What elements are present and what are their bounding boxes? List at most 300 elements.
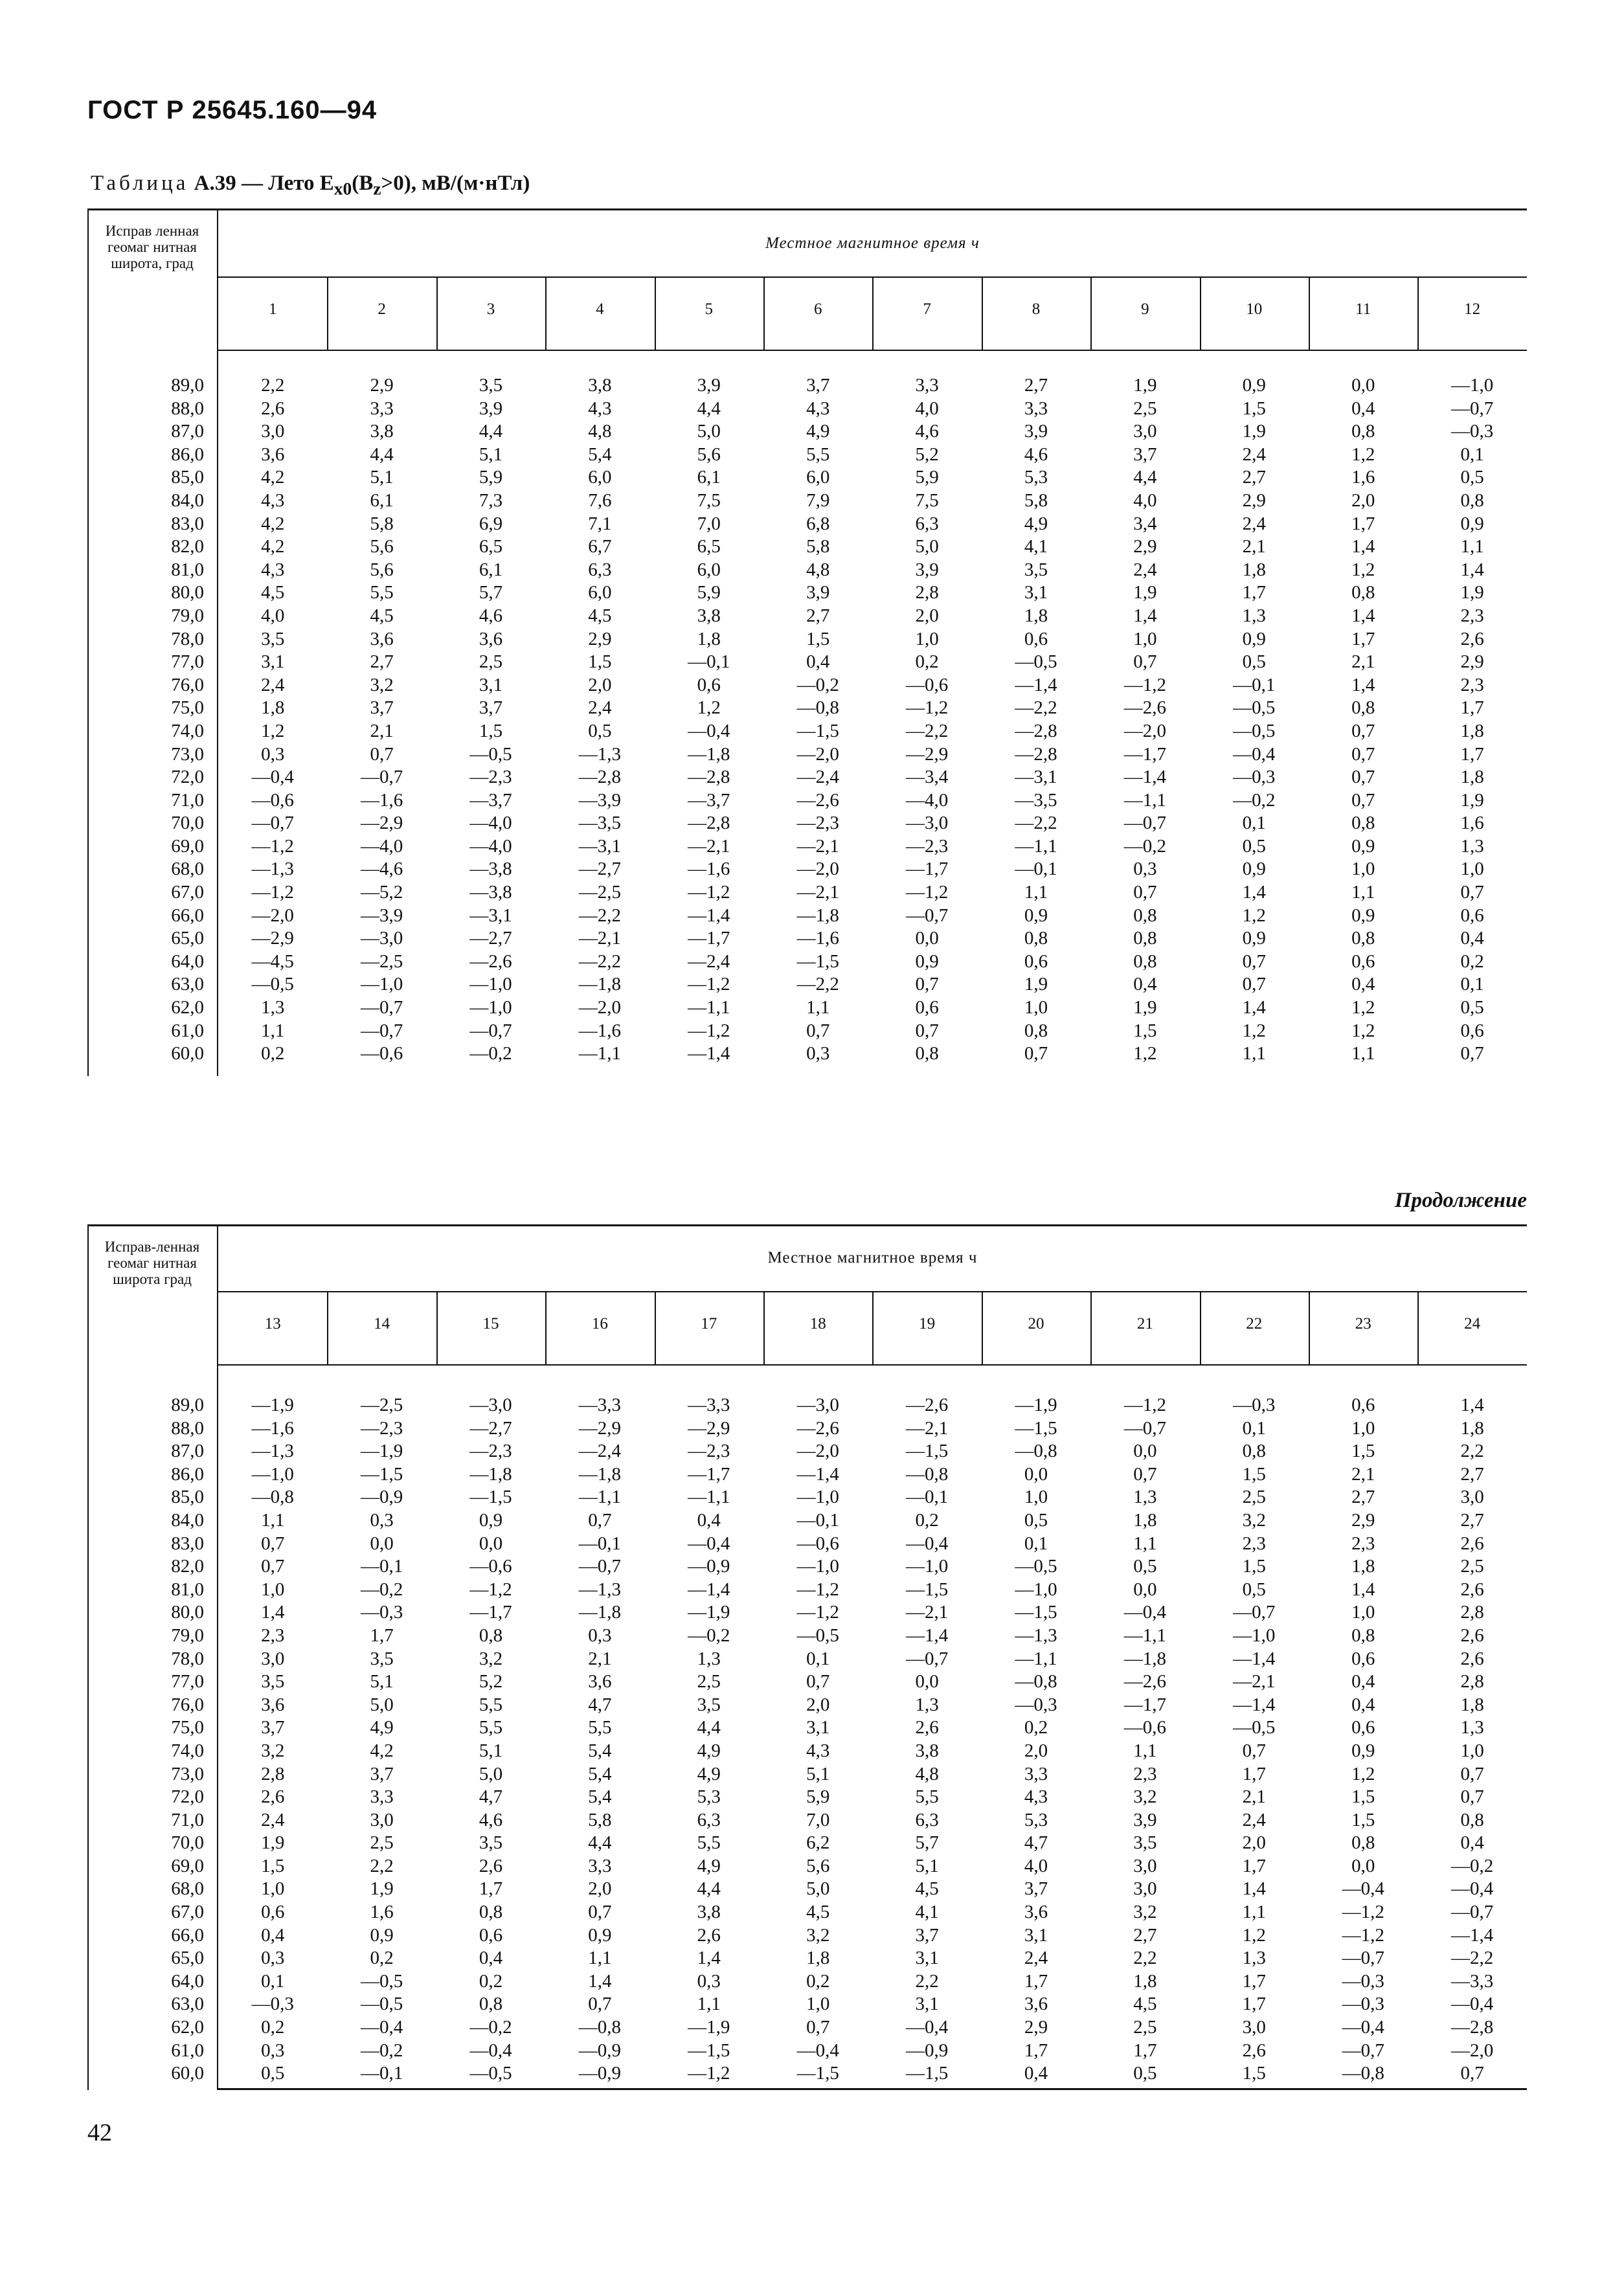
hour-column-19: [879, 1394, 976, 2086]
value-cell: 1,9: [1242, 421, 1266, 442]
hour-column-21: [1096, 1394, 1193, 2086]
value-cell: 4,2: [261, 513, 285, 534]
value-cell: 3,9: [1133, 1809, 1157, 1830]
value-cell: —2,2: [1450, 1948, 1494, 1969]
latitude-cell: 63,0: [171, 1994, 204, 2015]
value-cell: —3,0: [469, 1395, 512, 1415]
hour-column-5: [660, 374, 758, 1066]
value-cell: 6,3: [697, 1809, 721, 1830]
hour-header-22: 22: [1246, 1315, 1263, 1333]
value-cell: —2,8: [1015, 743, 1057, 765]
hour-column-6: [769, 374, 866, 1066]
caption-mid: (B: [352, 172, 374, 195]
value-cell: —1,9: [1015, 1395, 1057, 1415]
value-cell: 1,2: [697, 697, 721, 719]
value-cell: —2,8: [688, 813, 730, 834]
value-cell: 0,5: [1133, 1556, 1157, 1577]
value-cell: 1,5: [1351, 1786, 1375, 1808]
value-cell: —1,5: [688, 2040, 730, 2061]
value-cell: 4,7: [1024, 1832, 1048, 1854]
value-cell: 4,3: [806, 1740, 830, 1761]
value-cell: —0,2: [1123, 835, 1167, 857]
value-cell: 3,8: [697, 605, 721, 626]
hour-column-8: [987, 374, 1085, 1066]
value-cell: 0,7: [1351, 720, 1375, 741]
value-cell: —1,6: [688, 859, 730, 880]
hour-header-8: 8: [1032, 300, 1041, 318]
stub-header: Исправ ленная геомаг нитная широта, град: [105, 223, 199, 271]
value-cell: —2,1: [1233, 1671, 1276, 1693]
value-cell: 1,0: [1460, 1740, 1484, 1761]
latitude-cell: 74,0: [171, 720, 204, 741]
value-cell: 0,7: [1133, 651, 1157, 673]
value-cell: 0,8: [1351, 813, 1375, 834]
value-cell: —2,5: [360, 950, 403, 972]
value-cell: —3,0: [796, 1395, 839, 1415]
value-cell: —1,0: [1015, 1579, 1057, 1600]
value-cell: —1,6: [578, 1020, 622, 1041]
value-cell: 0,7: [1351, 743, 1375, 765]
value-cell: 4,9: [370, 1717, 394, 1738]
value-cell: —0,7: [1123, 813, 1167, 834]
value-cell: 5,4: [588, 1740, 612, 1761]
value-cell: —1,0: [251, 1463, 294, 1485]
latitude-cell: 89,0: [171, 375, 204, 396]
value-cell: —0,8: [796, 697, 839, 719]
value-cell: 2,6: [261, 1786, 285, 1808]
value-cell: 2,2: [261, 375, 285, 396]
value-cell: —3,9: [578, 789, 622, 811]
value-cell: —0,4: [360, 2017, 403, 2038]
latitude-cell: 77,0: [171, 651, 204, 673]
value-cell: —0,8: [1342, 2063, 1384, 2084]
value-cell: —1,0: [469, 974, 512, 995]
value-cell: 6,8: [806, 513, 830, 534]
value-cell: 2,1: [588, 1648, 612, 1669]
value-cell: 0,8: [1351, 928, 1375, 949]
value-cell: 0,7: [588, 1509, 612, 1531]
value-cell: 0,7: [1460, 2063, 1484, 2084]
value-cell: —0,7: [1342, 1948, 1384, 1969]
value-cell: 1,3: [1242, 605, 1266, 626]
value-cell: —0,4: [1450, 1878, 1494, 1900]
value-cell: —0,8: [1015, 1441, 1057, 1462]
value-cell: —1,2: [469, 1579, 512, 1600]
latitude-cell: 71,0: [171, 1809, 204, 1830]
value-cell: 1,0: [1024, 997, 1048, 1018]
value-cell: 0,9: [370, 1924, 394, 1946]
value-cell: —2,9: [905, 743, 949, 765]
value-cell: 5,8: [588, 1809, 612, 1830]
value-cell: 0,7: [1351, 789, 1375, 811]
value-cell: 4,0: [915, 398, 939, 419]
value-cell: 7,6: [588, 489, 612, 511]
value-cell: 3,7: [1024, 1878, 1048, 1900]
value-cell: —0,1: [905, 1487, 949, 1508]
value-cell: —0,6: [905, 674, 949, 695]
hour-column-13: [224, 1394, 321, 2086]
value-cell: 1,1: [261, 1509, 285, 1531]
value-cell: 6,0: [697, 559, 721, 580]
value-cell: 2,2: [1460, 1441, 1484, 1462]
latitude-cell: 76,0: [171, 674, 204, 695]
value-cell: 0,4: [1351, 1694, 1375, 1715]
value-cell: 4,4: [697, 1717, 721, 1738]
hour-header-7: 7: [923, 300, 931, 318]
value-cell: 5,9: [806, 1786, 830, 1808]
value-cell: —0,5: [796, 1625, 839, 1646]
value-cell: —1,9: [360, 1441, 403, 1462]
value-cell: 4,3: [261, 489, 285, 511]
value-cell: —1,1: [1015, 835, 1057, 857]
value-cell: 3,3: [370, 398, 394, 419]
value-cell: 0,8: [1242, 1441, 1266, 1462]
value-cell: —0,8: [578, 2017, 622, 2038]
value-cell: —1,8: [1123, 1648, 1167, 1669]
value-cell: 4,4: [370, 444, 394, 465]
value-cell: 7,9: [806, 489, 830, 511]
value-cell: 1,8: [1351, 1556, 1375, 1577]
latitude-cell: 78,0: [171, 628, 204, 649]
value-cell: 3,2: [1133, 1786, 1157, 1808]
value-cell: 1,9: [1024, 974, 1048, 995]
value-cell: —0,7: [251, 813, 294, 834]
value-cell: 2,7: [1460, 1509, 1484, 1531]
value-cell: 3,1: [915, 1994, 939, 2015]
value-cell: 1,3: [1460, 1717, 1484, 1738]
value-cell: 0,7: [1242, 1740, 1266, 1761]
latitude-cell: 84,0: [171, 1509, 204, 1531]
value-cell: 1,2: [1242, 1020, 1266, 1041]
value-cell: 2,5: [1133, 398, 1157, 419]
value-cell: —2,9: [360, 813, 403, 834]
value-cell: 3,9: [1024, 421, 1048, 442]
hour-header-5: 5: [705, 300, 714, 318]
value-cell: —0,4: [469, 2040, 512, 2061]
value-cell: 0,6: [1351, 1648, 1375, 1669]
value-cell: 2,6: [479, 1855, 503, 1876]
value-cell: 6,0: [588, 582, 612, 603]
value-cell: —0,1: [796, 1509, 839, 1531]
value-cell: 5,0: [370, 1694, 394, 1715]
value-cell: —2,6: [1123, 697, 1167, 719]
value-cell: 4,5: [370, 605, 394, 626]
value-cell: 0,2: [261, 1043, 285, 1064]
value-cell: 5,5: [588, 1717, 612, 1738]
value-cell: 3,3: [1024, 1763, 1048, 1784]
value-cell: —2,1: [905, 1602, 949, 1623]
latitude-cell: 67,0: [171, 1902, 204, 1923]
value-cell: —2,3: [469, 1441, 512, 1462]
value-cell: 3,0: [1133, 1855, 1157, 1876]
value-cell: 2,0: [806, 1694, 830, 1715]
caption-tail: >0), мВ/(м·нТл): [381, 172, 530, 195]
value-cell: 0,9: [1242, 859, 1266, 880]
value-cell: —0,4: [1342, 1878, 1384, 1900]
value-cell: 2,2: [1133, 1948, 1157, 1969]
value-cell: 1,6: [370, 1902, 394, 1923]
value-cell: —3,0: [360, 928, 403, 949]
value-cell: 0,0: [1351, 1855, 1375, 1876]
value-cell: —1,5: [796, 2063, 839, 2084]
value-cell: 3,0: [261, 421, 285, 442]
value-cell: 1,3: [1133, 1487, 1157, 1508]
value-cell: —0,1: [360, 1556, 403, 1577]
value-cell: 3,2: [1242, 1509, 1266, 1531]
value-cell: 4,5: [806, 1902, 830, 1923]
value-cell: 1,1: [1133, 1533, 1157, 1554]
hour-header-24: 24: [1464, 1315, 1481, 1333]
value-cell: 6,3: [588, 559, 612, 580]
value-cell: 1,9: [1460, 582, 1484, 603]
latitude-cell: 84,0: [171, 489, 204, 511]
value-cell: 0,3: [1133, 859, 1157, 880]
hour-header-9: 9: [1141, 300, 1149, 318]
value-cell: 1,5: [588, 651, 612, 673]
value-cell: —4,0: [469, 835, 512, 857]
value-cell: 6,3: [915, 513, 939, 534]
value-cell: —1,2: [688, 974, 730, 995]
value-cell: —4,5: [251, 950, 294, 972]
value-cell: 1,5: [479, 720, 503, 741]
latitude-cell: 89,0: [171, 1395, 204, 1415]
value-cell: 5,3: [1024, 467, 1048, 488]
value-cell: 1,8: [1460, 1694, 1484, 1715]
value-cell: —4,6: [360, 859, 403, 880]
value-cell: 2,5: [1242, 1487, 1266, 1508]
latitude-cell: 69,0: [171, 1855, 204, 1876]
value-cell: —1,2: [688, 2063, 730, 2084]
value-cell: 1,9: [1460, 789, 1484, 811]
value-cell: 0,7: [1460, 1786, 1484, 1808]
caption-sub2: z: [373, 178, 381, 199]
value-cell: 2,7: [1460, 1463, 1484, 1485]
value-cell: —0,4: [251, 767, 294, 788]
value-cell: —1,0: [469, 997, 512, 1018]
value-cell: 2,9: [1024, 2017, 1048, 2038]
value-cell: 3,3: [588, 1855, 612, 1876]
value-cell: 3,7: [479, 697, 503, 719]
value-cell: —3,8: [469, 859, 512, 880]
value-cell: 2,7: [806, 605, 830, 626]
value-cell: 2,1: [1242, 1786, 1266, 1808]
value-cell: 5,1: [370, 467, 394, 488]
value-cell: —1,6: [251, 1417, 294, 1439]
value-cell: —2,0: [796, 743, 839, 765]
value-cell: 5,1: [915, 1855, 939, 1876]
value-cell: —3,5: [1015, 789, 1057, 811]
latitude-cell: 73,0: [171, 743, 204, 765]
hour-header-6: 6: [813, 300, 822, 318]
value-cell: 3,0: [1133, 1878, 1157, 1900]
value-cell: —1,3: [578, 1579, 622, 1600]
value-cell: 1,2: [1133, 1043, 1157, 1064]
value-cell: —2,1: [688, 835, 730, 857]
value-cell: —2,1: [796, 835, 839, 857]
value-cell: 0,5: [1460, 467, 1484, 488]
header-bottom-rule: [218, 1364, 1527, 1366]
hour-column-1: [224, 374, 321, 1066]
latitude-cell: 68,0: [171, 859, 204, 880]
value-cell: 3,0: [370, 1809, 394, 1830]
value-cell: —2,9: [578, 1417, 622, 1439]
value-cell: —2,3: [796, 813, 839, 834]
value-cell: 1,4: [1460, 1395, 1484, 1415]
value-cell: —1,2: [1123, 1395, 1167, 1415]
value-cell: —0,7: [905, 905, 949, 926]
value-cell: 3,1: [1024, 1924, 1048, 1946]
latitude-cell: 81,0: [171, 1579, 204, 1600]
latitude-cell: 60,0: [171, 2063, 204, 2084]
value-cell: 3,3: [915, 375, 939, 396]
value-cell: 3,7: [370, 1763, 394, 1784]
value-cell: 5,7: [915, 1832, 939, 1854]
value-cell: —1,5: [1015, 1417, 1057, 1439]
value-cell: 1,5: [806, 628, 830, 649]
value-cell: —1,7: [688, 1463, 730, 1485]
value-cell: 0,6: [1351, 950, 1375, 972]
value-cell: 4,6: [479, 605, 503, 626]
value-cell: 0,0: [370, 1533, 394, 1554]
value-cell: —1,7: [469, 1602, 512, 1623]
value-cell: 1,0: [915, 628, 939, 649]
value-cell: —2,2: [1015, 813, 1057, 834]
value-cell: 3,1: [261, 651, 285, 673]
value-cell: —2,2: [796, 974, 839, 995]
value-cell: 1,0: [261, 1579, 285, 1600]
value-cell: —1,2: [1123, 674, 1167, 695]
hour-column-20: [987, 1394, 1085, 2086]
value-cell: 3,1: [479, 674, 503, 695]
value-cell: —2,4: [578, 1441, 622, 1462]
value-cell: —1,5: [1015, 1602, 1057, 1623]
latitude-cell: 83,0: [171, 513, 204, 534]
hour-column-16: [551, 1394, 648, 2086]
value-cell: 0,8: [1351, 1625, 1375, 1646]
value-cell: —0,6: [796, 1533, 839, 1554]
latitude-cell: 69,0: [171, 835, 204, 857]
value-cell: —3,8: [469, 882, 512, 903]
latitude-cell: 72,0: [171, 1786, 204, 1808]
value-cell: 0,4: [1351, 1671, 1375, 1693]
value-cell: —0,7: [1342, 2040, 1384, 2061]
value-cell: —3,4: [905, 767, 949, 788]
value-cell: 2,9: [370, 375, 394, 396]
value-cell: 1,8: [697, 628, 721, 649]
value-cell: —2,4: [796, 767, 839, 788]
value-cell: —1,2: [905, 882, 949, 903]
value-cell: 2,4: [261, 674, 285, 695]
value-cell: —2,6: [796, 789, 839, 811]
latitude-cell: 61,0: [171, 1020, 204, 1041]
value-cell: 0,9: [1242, 375, 1266, 396]
value-cell: —2,9: [251, 928, 294, 949]
value-cell: —2,6: [469, 950, 512, 972]
value-cell: —1,9: [688, 1602, 730, 1623]
value-cell: 3,6: [261, 444, 285, 465]
caption-text: — Лето E: [241, 172, 334, 195]
value-cell: 0,0: [1024, 1463, 1048, 1485]
value-cell: —1,8: [578, 974, 622, 995]
hour-header-2: 2: [378, 300, 386, 318]
value-cell: 0,8: [479, 1625, 503, 1646]
value-cell: 1,0: [806, 1994, 830, 2015]
value-cell: 5,5: [370, 582, 394, 603]
value-cell: 1,3: [697, 1648, 721, 1669]
value-cell: —0,7: [360, 1020, 403, 1041]
value-cell: 2,9: [1242, 489, 1266, 511]
value-cell: 4,2: [261, 536, 285, 557]
value-cell: 0,8: [1133, 905, 1157, 926]
value-cell: 4,9: [697, 1763, 721, 1784]
value-cell: 5,1: [479, 444, 503, 465]
value-cell: —1,3: [1015, 1625, 1057, 1646]
value-cell: 6,1: [697, 467, 721, 488]
value-cell: 4,0: [261, 605, 285, 626]
value-cell: 0,5: [1242, 835, 1266, 857]
value-cell: 1,9: [1133, 582, 1157, 603]
value-cell: 4,4: [697, 1878, 721, 1900]
value-cell: 3,5: [370, 1648, 394, 1669]
value-cell: 1,9: [1133, 375, 1157, 396]
value-cell: 3,0: [1133, 421, 1157, 442]
latitude-cell: 70,0: [171, 1832, 204, 1854]
latitude-cell: 67,0: [171, 882, 204, 903]
value-cell: 5,3: [1024, 1809, 1048, 1830]
stub-divider: [217, 208, 218, 1076]
value-cell: 2,1: [1242, 536, 1266, 557]
value-cell: —0,4: [688, 1533, 730, 1554]
value-cell: 0,2: [261, 2017, 285, 2038]
value-cell: 5,8: [806, 536, 830, 557]
value-cell: —1,7: [688, 928, 730, 949]
value-cell: 2,9: [1460, 651, 1484, 673]
value-cell: 2,4: [1024, 1948, 1048, 1969]
value-cell: —0,2: [1233, 789, 1276, 811]
value-cell: 3,7: [370, 697, 394, 719]
value-cell: 0,8: [1460, 489, 1484, 511]
value-cell: 3,0: [1460, 1487, 1484, 1508]
value-cell: 4,3: [261, 559, 285, 580]
value-cell: —0,5: [360, 1970, 403, 1992]
value-cell: 5,3: [697, 1786, 721, 1808]
value-cell: 3,5: [479, 375, 503, 396]
value-cell: 2,9: [588, 628, 612, 649]
value-cell: 1,8: [261, 697, 285, 719]
value-cell: 2,5: [1133, 2017, 1157, 2038]
data-table-part-2: [87, 1224, 1527, 2090]
value-cell: 2,6: [915, 1717, 939, 1738]
value-cell: 1,0: [1460, 859, 1484, 880]
value-cell: —0,7: [469, 1020, 512, 1041]
value-cell: 0,7: [588, 1994, 612, 2015]
value-cell: 0,0: [915, 928, 939, 949]
value-cell: 5,8: [370, 513, 394, 534]
value-cell: —2,0: [1123, 720, 1167, 741]
value-cell: 2,0: [588, 674, 612, 695]
value-cell: —0,9: [688, 1556, 730, 1577]
value-cell: 5,4: [588, 1786, 612, 1808]
value-cell: —1,2: [688, 1020, 730, 1041]
value-cell: 1,4: [588, 1970, 612, 1992]
value-cell: 1,2: [1242, 905, 1266, 926]
latitude-cell: 71,0: [171, 789, 204, 811]
value-cell: 2,6: [1460, 1579, 1484, 1600]
value-cell: 1,7: [1242, 1994, 1266, 2015]
value-cell: —1,5: [905, 1579, 949, 1600]
value-cell: —3,0: [905, 813, 949, 834]
latitude-column: [87, 1394, 204, 2086]
